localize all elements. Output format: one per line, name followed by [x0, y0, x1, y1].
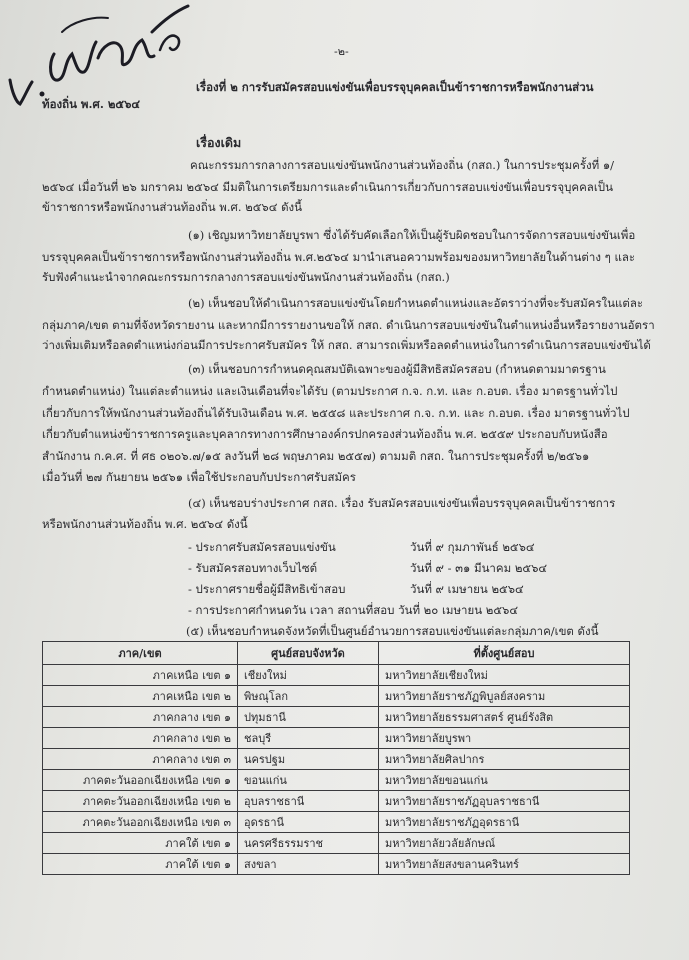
subject-line-1: เรื่องที่ ๒ การรับสมัครสอบแข่งขันเพื่อบรรจุบุคคลเป็นข้าราชการหรือพนักงานส่วน [196, 80, 594, 94]
region-cell: ภาคกลาง เขต ๓ [43, 749, 238, 770]
region-cell: ภาคกลาง เขต ๑ [43, 707, 238, 728]
province-cell: อุบลราชธานี [238, 791, 379, 812]
intro-line-1: คณะกรรมการกลางการสอบแข่งขันพนักงานส่วนท้องถิ่น (กสถ.) ในการประชุมครั้งที่ ๑/ [190, 158, 615, 172]
location-cell: มหาวิทยาลัยเชียงใหม่ [379, 665, 630, 686]
item3-line-2: กำหนดตำแหน่ง) ในแต่ละตำแหน่ง และเงินเดือนที่จะได้รับ (ตามประกาศ ก.จ. ก.ท. และ ก.อบต. เรื่อง มาตรฐานทั่วไป [42, 384, 618, 398]
schedule-date-2: วันที่ ๙ - ๓๑ มีนาคม ๒๕๖๔ [410, 561, 548, 575]
table-row [43, 728, 630, 749]
table-row [43, 770, 630, 791]
schedule-label-1: - ประกาศรับสมัครสอบแข่งขัน [188, 540, 336, 554]
schedule-label-4: - การประกาศกำหนดวัน เวลา สถานที่สอบ วันที่ ๒๐ เมษายน ๒๕๖๔ [188, 603, 519, 617]
region-cell: ภาคเหนือ เขต ๑ [43, 665, 238, 686]
header-province: ศูนย์สอบจังหวัด [238, 642, 379, 665]
location-cell: มหาวิทยาลัยราชภัฏอุบลราชธานี [379, 791, 630, 812]
table-row [43, 749, 630, 770]
section-heading: เรื่องเดิม [196, 135, 242, 150]
item4-line-1: (๔) เห็นชอบร่างประกาศ กสถ. เรื่อง รับสมัครสอบแข่งขันเพื่อบรรจุบุคคลเป็นข้าราชการ [188, 496, 616, 510]
province-cell: อุดรธานี [238, 812, 379, 833]
location-cell: มหาวิทยาลัยศิลปากร [379, 749, 630, 770]
location-cell: มหาวิทยาลัยราชภัฏอุดรธานี [379, 812, 630, 833]
item3-line-6: เมื่อวันที่ ๒๗ กันยายน ๒๕๖๑ เพื่อใช้ประกอบกับประกาศรับสมัคร [42, 470, 356, 484]
region-cell: ภาคตะวันออกเฉียงเหนือ เขต ๑ [43, 770, 238, 791]
item3-line-1: (๓) เห็นชอบการกำหนดคุณสมบัติเฉพาะของผู้มีสิทธิสมัครสอบ (กำหนดตามมาตรฐาน [188, 362, 606, 376]
intro-line-2: ๒๕๖๔ เมื่อวันที่ ๒๖ มกราคม ๒๕๖๔ มีมติในการเตรียมการและดำเนินการเกี่ยวกับการสอบแข่งขันเพื่อบรรจุบุคคลเป็น [42, 180, 613, 194]
region-cell: ภาคกลาง เขต ๒ [43, 728, 238, 749]
item3-line-5: สำนักงาน ก.ค.ศ. ที่ ศธ ๐๒๐๖.๗/๑๕ ลงวันที่ ๒๘ พฤษภาคม ๒๕๕๗) ตามมติ กสถ. ในการประชุมครั้งที่ ๒/๒๕๖๑ [42, 449, 590, 463]
location-cell: มหาวิทยาลัยบูรพา [379, 728, 630, 749]
region-cell: ภาคเหนือ เขต ๒ [43, 686, 238, 707]
item2-line-2: กลุ่มภาค/เขต ตามที่จังหวัดรายงาน และหากมีการรายงานขอให้ กสถ. ดำเนินการสอบแข่งขันในตำแหน่งอื่นหรือรายงานอัตรา [42, 318, 655, 332]
table-row [43, 665, 630, 686]
province-cell: สงขลา [238, 854, 379, 875]
item3-line-4: เกี่ยวกับตำแหน่งข้าราชการครูและบุคลากรทางการศึกษาองค์กรปกครองส่วนท้องถิ่น พ.ศ. ๒๕๕๙ ประกอบกับหนังสือ [42, 427, 608, 441]
location-cell: มหาวิทยาลัยสงขลานครินทร์ [379, 854, 630, 875]
table-header-row [43, 642, 630, 665]
province-cell: พิษณุโลก [238, 686, 379, 707]
table-row [43, 833, 630, 854]
table-row [43, 707, 630, 728]
province-cell: ชลบุรี [238, 728, 379, 749]
schedule-label-2: - รับสมัครสอบทางเว็บไซต์ [188, 561, 318, 575]
province-cell: เชียงใหม่ [238, 665, 379, 686]
region-cell: ภาคใต้ เขต ๑ [43, 833, 238, 854]
item2-line-1: (๒) เห็นชอบให้ดำเนินการสอบแข่งขันโดยกำหนดตำแหน่งและอัตราว่างที่จะรับสมัครในแต่ละ [188, 296, 644, 310]
schedule-date-3: วันที่ ๙ เมษายน ๒๕๖๔ [410, 582, 524, 596]
location-cell: มหาวิทยาลัยธรรมศาสตร์ ศูนย์รังสิต [379, 707, 630, 728]
location-cell: มหาวิทยาลัยราชภัฏพิบูลย์สงคราม [379, 686, 630, 707]
region-cell: ภาคตะวันออกเฉียงเหนือ เขต ๓ [43, 812, 238, 833]
item4-line-2: หรือพนักงานส่วนท้องถิ่น พ.ศ. ๒๕๖๔ ดังนี้ [42, 517, 248, 531]
item3-line-3: เกี่ยวกับการให้พนักงานส่วนท้องถิ่นได้รับเงินเดือน พ.ศ. ๒๕๕๘ และประกาศ ก.จ. ก.ท. และ ก.อบต. เรื่อง มาตรฐานทั่วไป [42, 406, 630, 420]
exam-center-table [42, 641, 630, 875]
header-region: ภาค/เขต [43, 642, 238, 665]
table-row [43, 686, 630, 707]
header-location: ที่ตั้งศูนย์สอบ [379, 642, 630, 665]
table-row [43, 791, 630, 812]
item5-line: (๕) เห็นชอบกำหนดจังหวัดที่เป็นศูนย์อำนวยการสอบแข่งขันแต่ละกลุ่มภาค/เขต ดังนี้ [186, 624, 599, 638]
subject-line-2: ท้องถิ่น พ.ศ. ๒๕๖๔ [42, 97, 141, 111]
region-cell: ภาคตะวันออกเฉียงเหนือ เขต ๒ [43, 791, 238, 812]
province-cell: นครศรีธรรมราช [238, 833, 379, 854]
item2-line-3: ว่างเพิ่มเติมหรือลดตำแหน่งก่อนมีการประกาศรับสมัคร ให้ กสถ. สามารถเพิ่มหรือลดตำแหน่งในการดำเนินการสอบแข่งขันได้ [42, 338, 651, 352]
province-cell: ปทุมธานี [238, 707, 379, 728]
location-cell: มหาวิทยาลัยขอนแก่น [379, 770, 630, 791]
item1-line-2: บรรจุบุคคลเป็นข้าราชการหรือพนักงานส่วนท้องถิ่น พ.ศ.๒๕๖๔ มานำเสนอความพร้อมของมหาวิทยาลัยในด้านต่าง ๆ และ [42, 250, 636, 264]
province-cell: ขอนแก่น [238, 770, 379, 791]
item1-line-3: รับฟังคำแนะนำจากคณะกรรมการกลางการสอบแข่งขันพนักงานส่วนท้องถิ่น (กสถ.) [42, 270, 450, 284]
page-number: -๒- [334, 45, 349, 58]
intro-line-3: ข้าราชการหรือพนักงานส่วนท้องถิ่น พ.ศ. ๒๕๖๔ ดังนี้ [42, 200, 303, 214]
handwritten-signature [2, 2, 202, 112]
table-row [43, 854, 630, 875]
region-cell: ภาคใต้ เขต ๑ [43, 854, 238, 875]
item1-line-1: (๑) เชิญมหาวิทยาลัยบูรพา ซึ่งได้รับคัดเลือกให้เป็นผู้รับผิดชอบในการจัดการสอบแข่งขันเพื่อ [188, 228, 636, 242]
schedule-label-3: - ประกาศรายชื่อผู้มีสิทธิเข้าสอบ [188, 582, 346, 596]
province-cell: นครปฐม [238, 749, 379, 770]
schedule-date-1: วันที่ ๙ กุมภาพันธ์ ๒๕๖๔ [410, 540, 535, 554]
table-row [43, 812, 630, 833]
location-cell: มหาวิทยาลัยวลัยลักษณ์ [379, 833, 630, 854]
